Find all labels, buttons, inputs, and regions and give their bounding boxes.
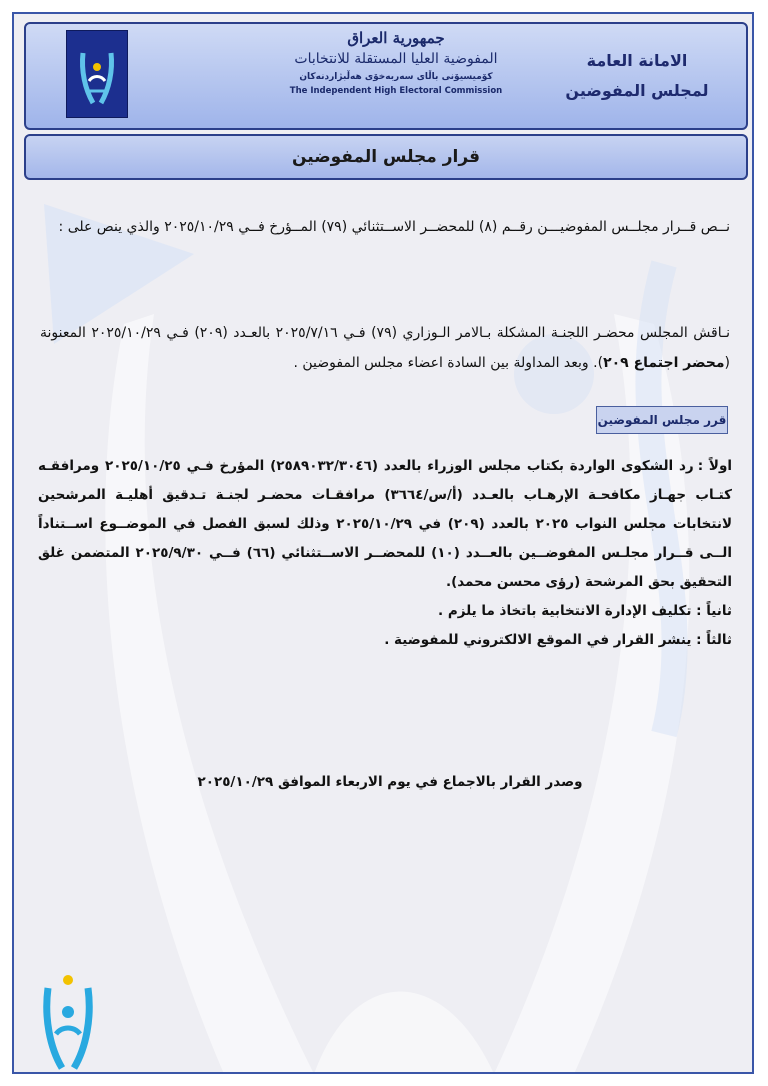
ihec-logo-icon: [67, 31, 127, 117]
secretariat-line-2: لمجلس المفوضين: [565, 81, 709, 100]
decision-item-first: [38, 452, 732, 597]
decision-intro-paragraph: نــص قــرار مجلــس المفوضيـــن رقــم (٨) للمحضــر الاســتثنائي (٧٩) المــؤرخ فــي ٢٠٢٥/١٠/٢٩ والذي ينص على :: [58, 219, 730, 235]
meeting-minutes-bold: محضر اجتماع ٢٠٩: [603, 355, 725, 371]
issuance-statement: وصدر القرار بالاجماع في يوم الاربعاء الموافق ٢٠٢٥/١٠/٢٩: [197, 774, 583, 790]
ihec-logo-footer-icon: [38, 968, 98, 1072]
commission-emblem-text: [266, 28, 526, 98]
decision-title-bar: قرار مجلس المفوضين: [24, 134, 748, 180]
decision-items: [38, 452, 732, 655]
header-banner: [24, 22, 748, 130]
commission-name-english: The Independent High Electoral Commission: [289, 86, 503, 96]
item-first-text: رد الشكوى الواردة بكتاب مجلس الوزراء بالعدد (٢٥٨٩٠٣٢/٣٠٤٦) المؤرخ فـي ٢٠٢٥/١٠/٢٥ ومرافقـه كتـاب جهـاز مكافحـة الإرهـاب بالعـدد (أ/س/٣٦٦٤) مرافقـات محضـر لجنـة تـدقيق أهليـة المرشحين لانتخابات مجلس النواب ٢٠٢٥ بالعدد (٢٠٩) في ٢٠٢٥/١٠/٢٩ وذلك لسبق الفصل في الموضــوع اســتناداً الــى قــرار مجلـس المفوضــين بالعــدد (١٠) للمحضــر الاســتثنائي (٦٦) فــي ٢٠٢٥/٩/٣٠ المتضمن غلق التحقيق بحق المرشحة (رؤى محسن محمد).: [38, 458, 733, 590]
discussion-paragraph: [40, 318, 730, 378]
republic-title: جمهورية العراق: [347, 29, 445, 47]
decided-label-box: قرر مجلس المفوضين: [596, 406, 728, 434]
discussion-text-start: نـاقش المجلس محضـر اللجنـة المشكلة بـالامر الـوزاري (٧٩) فـي ٢٠٢٥/٧/١٦ بالعـدد (٢٠٩) فـي ٢٠٢٥/١٠/٢٩ المعنونة (: [40, 325, 730, 371]
secretariat-line-1: الامانة العامة: [586, 51, 688, 70]
commission-name-arabic: المفوضية العليا المستقلة للانتخابات: [294, 51, 498, 67]
decision-item-third: ثالثاً : ينشر القرار في الموقع الالكتروني للمفوضية .: [384, 632, 732, 648]
discussion-text-end: ). وبعد المداولة بين السادة اعضاء مجلس المفوضين .: [293, 355, 604, 371]
secretariat-title: [562, 46, 712, 106]
commission-name-kurdish: کۆمیسیۆنی باڵای سەربەخۆی هەڵبژاردنەکان: [299, 72, 493, 82]
ihec-logo: [66, 30, 128, 118]
item-first-label: اولاً :: [697, 458, 732, 474]
decision-item-second: ثانياً : تكليف الإدارة الانتخابية باتخاذ ما يلزم .: [438, 603, 732, 619]
